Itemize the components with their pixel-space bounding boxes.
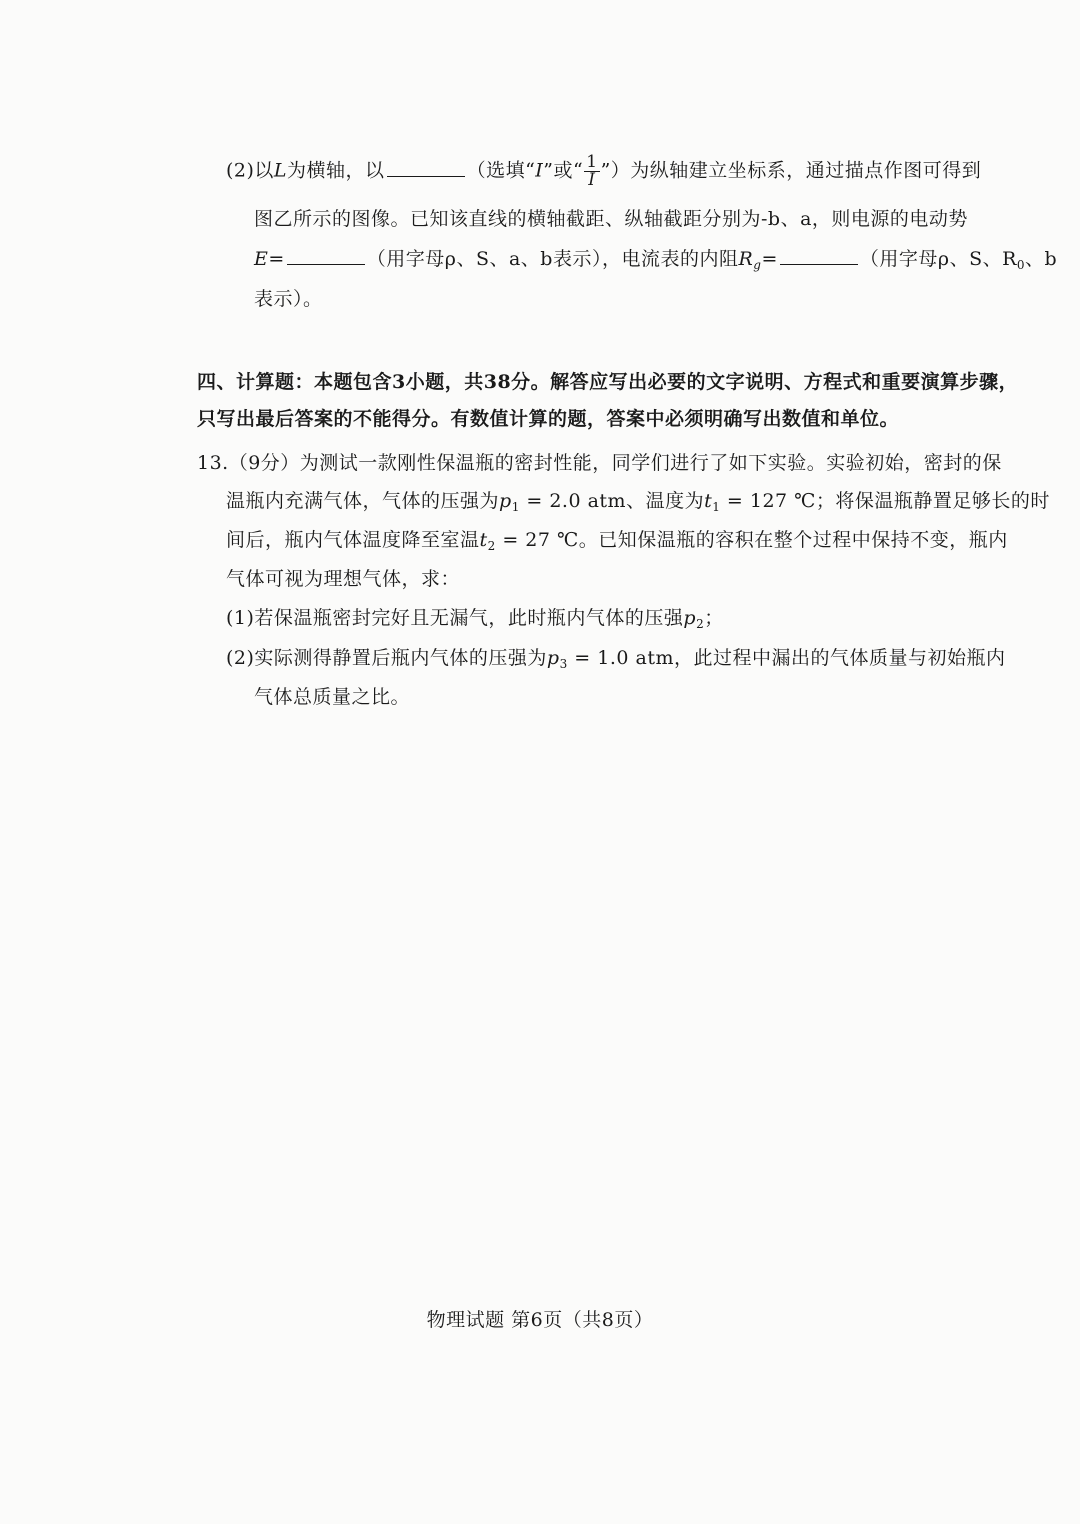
page-footer: 物理试题 第6页（共8页） — [426, 1309, 654, 1331]
q13-part1 — [226, 605, 724, 637]
text: (2)实际测得静置后瓶内气体的压强为 — [226, 647, 547, 669]
var-t: t — [704, 490, 713, 512]
text: （用字母ρ、S、R — [859, 248, 1017, 270]
var-E: E= — [254, 248, 285, 270]
q13-line2 — [226, 488, 1050, 520]
subscript: g — [753, 258, 762, 272]
text: 气体总质量之比。 — [254, 686, 411, 708]
q12-part2-line1 — [226, 154, 981, 189]
text: 、b — [1025, 248, 1058, 270]
text: (1)若保温瓶密封完好且无漏气，此时瓶内气体的压强 — [226, 607, 684, 629]
text: 四、计算题：本题包含3小题，共38分。解答应写出必要的文字说明、方程式和重要演算步骤， — [197, 371, 1019, 393]
text: 13.（9分）为测试一款刚性保温瓶的密封性能，同学们进行了如下实验。实验初始，密封的保 — [197, 452, 1002, 474]
text: 间后，瓶内气体温度降至室温 — [226, 529, 480, 551]
subscript: 3 — [559, 657, 568, 671]
var-I: I — [535, 159, 544, 182]
text: (2)以 — [226, 159, 274, 182]
q12-part2-line4 — [254, 286, 323, 312]
fraction-denominator: I — [584, 171, 599, 189]
subscript: 2 — [487, 539, 496, 553]
text: （用字母ρ、S、a、b表示），电流表的内阻 — [366, 248, 739, 270]
var-R: R — [738, 248, 754, 270]
text: = 2.0 atm、温度为 — [519, 490, 705, 512]
text: ”）为纵轴建立坐标系，通过描点作图可得到 — [600, 159, 982, 182]
var-p: p — [499, 490, 512, 512]
text: ”或“ — [543, 159, 584, 182]
text: 表示）。 — [254, 288, 323, 310]
text: = 1.0 atm，此过程中漏出的气体质量与初始瓶内 — [567, 647, 1006, 669]
answer-blank-3 — [780, 247, 858, 265]
subscript: 0 — [1016, 258, 1026, 272]
var-p: p — [683, 607, 697, 629]
text: ； — [704, 607, 724, 629]
fraction-numerator: 1 — [586, 152, 598, 172]
q13-line3 — [226, 527, 1008, 559]
subscript: 1 — [511, 500, 520, 514]
var-t: t — [479, 529, 488, 551]
subscript: 1 — [712, 500, 721, 514]
section4-heading-line1 — [197, 369, 1018, 395]
answer-blank-2 — [287, 247, 365, 265]
q13-line4 — [226, 566, 460, 592]
q13-line1 — [197, 450, 1002, 476]
answer-blank-1 — [387, 159, 465, 177]
q13-part2-line2 — [254, 684, 410, 710]
text: 只写出最后答案的不能得分。有数值计算的题，答案中必须明确写出数值和单位。 — [197, 408, 900, 430]
text: = — [761, 248, 778, 270]
q13-part2 — [226, 645, 1005, 677]
q12-part2-line3 — [254, 246, 1057, 278]
text: 气体可视为理想气体，求： — [226, 568, 461, 590]
var-p: p — [546, 647, 560, 669]
fraction-1-over-I — [584, 154, 599, 189]
text: 图乙所示的图像。已知该直线的横轴截距、纵轴截距分别为-b、a，则电源的电动势 — [254, 208, 968, 230]
text: 温瓶内充满气体，气体的压强为 — [226, 490, 500, 512]
text: （选填“ — [466, 159, 536, 182]
q12-part2-line2 — [254, 206, 968, 232]
text: 为横轴，以 — [287, 159, 385, 182]
text: = 127 ℃；将保温瓶静置足够长的时 — [720, 490, 1050, 512]
section4-heading-line2 — [197, 406, 899, 432]
subscript: 2 — [696, 617, 705, 631]
text: = 27 ℃。已知保温瓶的容积在整个过程中保持不变，瓶内 — [495, 529, 1008, 551]
var-L: L — [273, 159, 288, 182]
